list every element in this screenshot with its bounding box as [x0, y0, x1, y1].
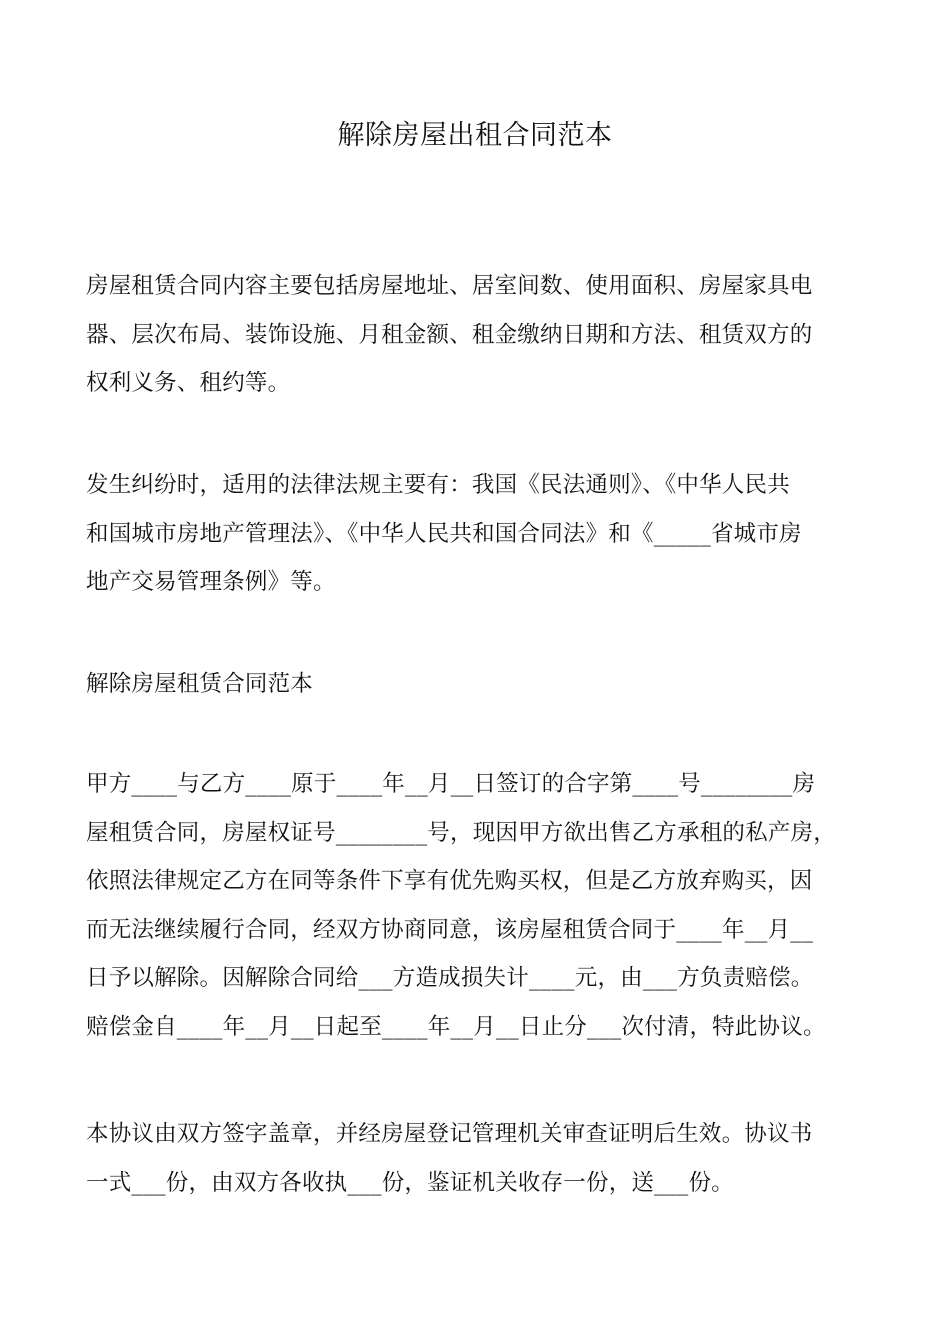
text-line: 赔偿金自____年__月__日起至____年__月__日止分___次付清，特此协议。 [86, 1013, 826, 1040]
text-line: 甲方____与乙方____原于____年__月__日签订的合字第____号________房 [86, 771, 816, 797]
paragraph-termination-terms [86, 760, 876, 1051]
paragraph-agreement-effect [86, 1110, 876, 1207]
text-line: 本协议由双方签字盖章，并经房屋登记管理机关审查证明后生效。协议书 [86, 1121, 813, 1147]
text-line: 而无法继续履行合同，经双方协商同意，该房屋租赁合同于____年__月__ [86, 916, 814, 943]
text-line: 一式___份，由双方各收执___份，鉴证机关收存一份，送___份。 [86, 1169, 734, 1196]
text-line: 日予以解除。因解除合同给___方造成损失计____元，由___方负责赔偿。 [86, 965, 814, 991]
document-title: 解除房屋出租合同范本 [337, 120, 613, 151]
paragraph-applicable-laws [86, 461, 876, 607]
text-line: 屋租赁合同，房屋权证号________号，现因甲方欲出售乙方承租的私产房， [86, 819, 836, 846]
text-line: 发生纠纷时，适用的法律法规主要有：我国《民法通则》、《中华人民共 [86, 472, 790, 498]
text-line: 解除房屋租赁合同范本 [86, 671, 314, 697]
paragraph-contract-contents [86, 262, 876, 408]
text-line: 器、层次布局、装饰设施、月租金额、租金缴纳日期和方法、租赁双方的 [86, 321, 813, 348]
text-line: 房屋租赁合同内容主要包括房屋地址、居室间数、使用面积、房屋家具电 [86, 273, 813, 299]
text-line: 权利义务、租约等。 [86, 370, 291, 396]
section-heading [86, 660, 876, 709]
text-line: 地产交易管理条例》等。 [86, 569, 336, 595]
text-line: 和国城市房地产管理法》、《中华人民共和国合同法》和《_____省城市房 [86, 520, 802, 547]
text-line: 依照法律规定乙方在同等条件下享有优先购买权，但是乙方放弃购买，因 [86, 868, 813, 894]
